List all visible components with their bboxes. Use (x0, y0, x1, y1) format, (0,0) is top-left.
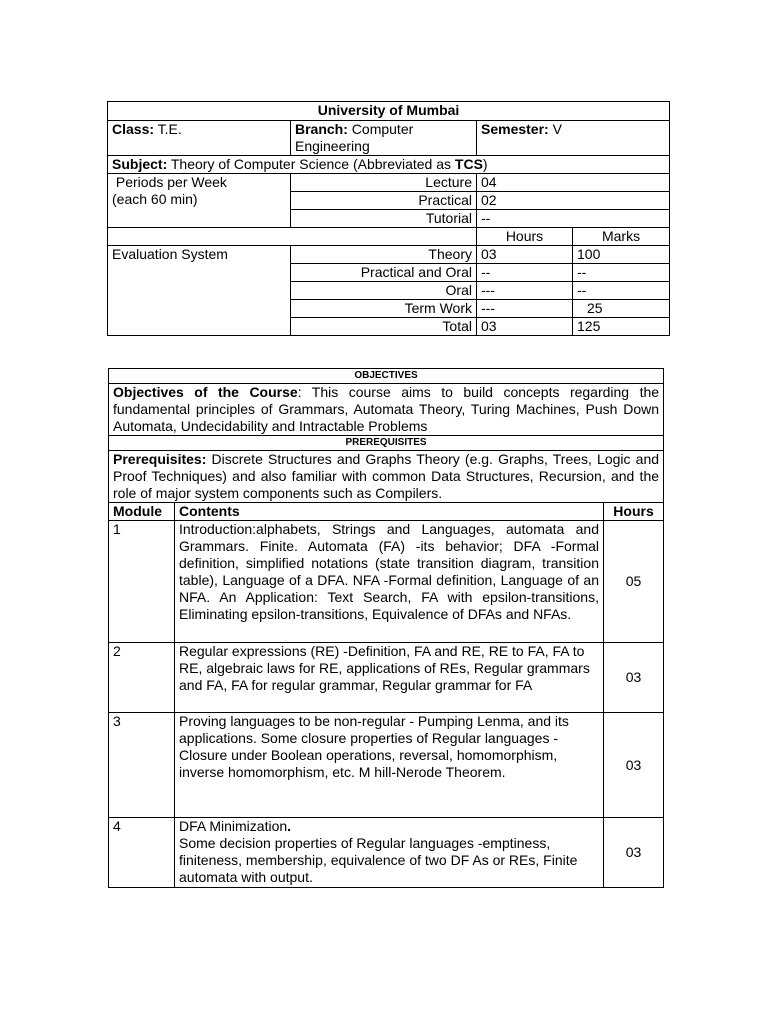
module-hours: 05 (604, 521, 664, 643)
module-number: 1 (109, 521, 175, 643)
module-hours: 03 (604, 713, 664, 818)
eval-marks: 25 (573, 300, 670, 318)
eval-name: Practical and Oral (291, 264, 477, 282)
eval-marks: -- (573, 282, 670, 300)
eval-marks: -- (573, 264, 670, 282)
module-hours: 03 (604, 818, 664, 888)
periods-label: Periods per Week (each 60 min) (108, 174, 291, 228)
module-number: 4 (109, 818, 175, 888)
period-name: Tutorial (291, 210, 477, 228)
eval-marks: 100 (573, 246, 670, 264)
eval-marks: 125 (573, 318, 670, 336)
semester-cell: Semester: V (477, 121, 670, 156)
eval-name: Oral (291, 282, 477, 300)
university-title: University of Mumbai (108, 102, 670, 121)
eval-hours: -- (477, 264, 573, 282)
prerequisites-heading: PREREQUISITES (109, 436, 664, 451)
period-value: 02 (477, 192, 670, 210)
eval-hours: 03 (477, 246, 573, 264)
class-cell: Class: T.E. (108, 121, 291, 156)
eval-name: Theory (291, 246, 477, 264)
module-hours: 03 (604, 643, 664, 713)
module-contents: DFA Minimization. Some decision properties of Regular languages -emptiness, finiteness, membership, equivalence of two DF As or REs, Finite automata with output. (175, 818, 604, 888)
hours-col-header: Hours (604, 503, 664, 521)
hours-header: Hours (477, 228, 573, 246)
eval-hours: 03 (477, 318, 573, 336)
period-name: Practical (291, 192, 477, 210)
period-value: -- (477, 210, 670, 228)
module-number: 2 (109, 643, 175, 713)
syllabus-table (108, 368, 664, 888)
period-name: Lecture (291, 174, 477, 192)
eval-name: Term Work (291, 300, 477, 318)
course-info-table (107, 101, 670, 336)
marks-header: Marks (573, 228, 670, 246)
module-header: Module (109, 503, 175, 521)
contents-header: Contents (175, 503, 604, 521)
module-contents: Proving languages to be non-regular - Pumping Lenma, and its applications. Some closure properties of Regular languages -Closure under Boolean operations, reversal, homomorphism, inverse homomorphism, etc. M hill-Nerode Theorem. (175, 713, 604, 818)
eval-hours: --- (477, 300, 573, 318)
period-value: 04 (477, 174, 670, 192)
eval-hours: --- (477, 282, 573, 300)
prerequisites-text: Prerequisites: Discrete Structures and Graphs Theory (e.g. Graphs, Trees, Logic and Proof Techniques) and also familiar with common Data Structures, Recursion, and the role of major system components such as Compilers. (109, 451, 664, 503)
evaluation-label: Evaluation System (108, 246, 291, 336)
module-number: 3 (109, 713, 175, 818)
subject-cell: Subject: Theory of Computer Science (Abbreviated as TCS) (108, 156, 670, 174)
objectives-text: Objectives of the Course: This course aims to build concepts regarding the fundamental principles of Grammars, Automata Theory, Turing Machines, Push Down Automata, Undecidability and Intractable Problems (109, 384, 664, 436)
branch-cell: Branch: Computer Engineering (291, 121, 477, 156)
module-contents: Regular expressions (RE) -Definition, FA and RE, RE to FA, FA to RE, algebraic laws for RE, applications of REs, Regular grammars and FA, FA for regular grammar, Regular grammar for FA (175, 643, 604, 713)
eval-name: Total (291, 318, 477, 336)
objectives-heading: OBJECTIVES (109, 369, 664, 384)
module-contents: Introduction:alphabets, Strings and Languages, automata and Grammars. Finite. Automata (FA) -its behavior; DFA -Formal definition, simplified notations (state transition diagram, transition table), Language of a DFA. NFA -Formal definition, Language of an NFA. An Application: Text Search, FA with epsilon-transitions, Eliminating epsilon-transitions, Equivalence of DFAs and NFAs. (175, 521, 604, 643)
